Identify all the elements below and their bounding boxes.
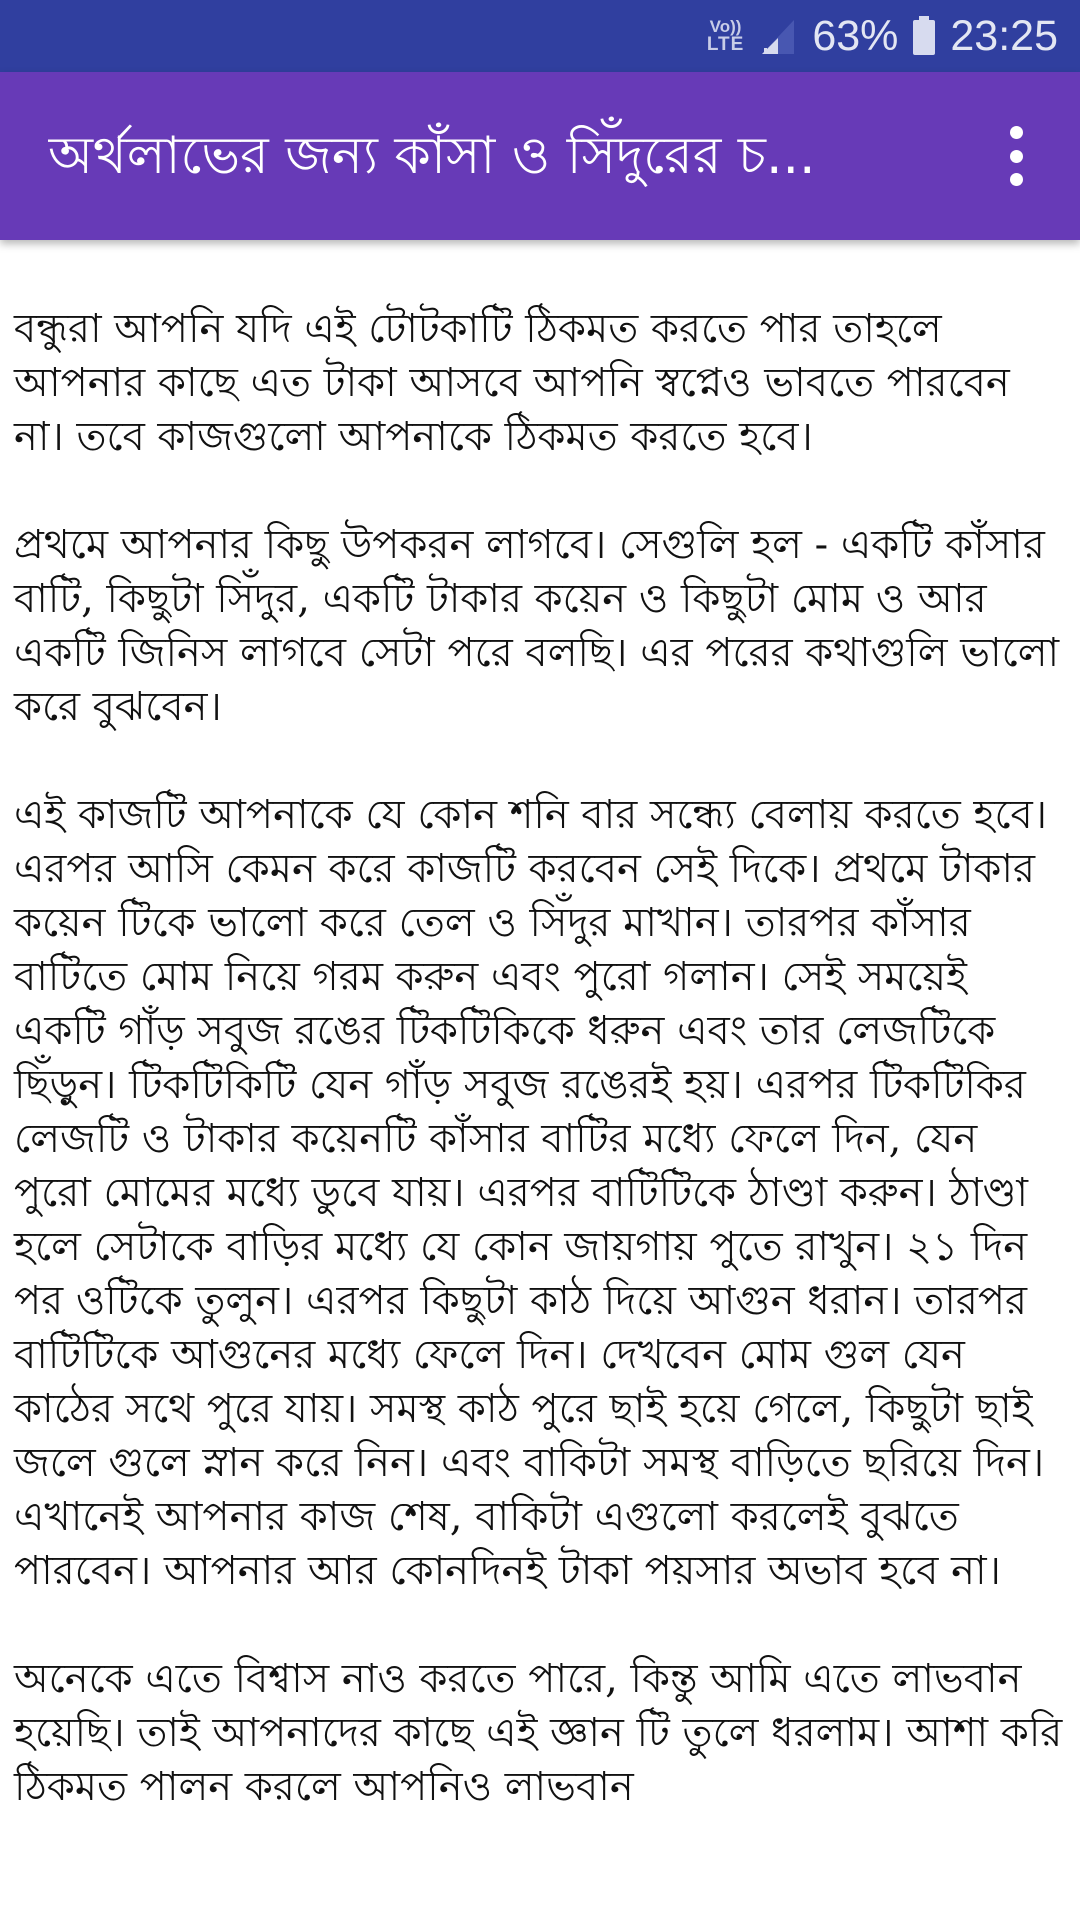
status-bar xyxy=(0,0,1080,72)
battery-percent: 63% xyxy=(812,11,899,60)
status-icons xyxy=(707,0,1058,72)
lte-label: LTE xyxy=(706,34,745,55)
more-vert-icon-dot xyxy=(1010,150,1023,163)
app-bar xyxy=(0,72,1080,240)
article-paragraph: এই কাজটি আপনাকে যে কোন শনি বার সন্ধ্যে বেলায় করতে হবে। এরপর আসি কেমন করে কাজটি করবেন সেই দিকে। প্রথমে টাকার কয়েন টিকে ভালো করে তেল ও সিঁদুর মাখান। তারপর কাঁসার বাটিতে মোম নিয়ে গরম করুন এবং পুরো গলান। সেই সময়েই একটি গাঁড় সবুজ রঙের টিকটিকিকে ধরুন এবং তার লেজটিকে ছিঁড়ুন। টিকটিকিটি যেন গাঁড় সবুজ রঙেরই হয়। এরপর টিকটিকির লেজটি ও টাকার কয়েনটি কাঁসার বাটির মধ্যে ফেলে দিন, যেন পুরো মোমের মধ্যে ডুবে যায়। এরপর বাটিটিকে ঠাণ্ডা করুন। ঠাণ্ডা হলে সেটাকে বাড়ির মধ্যে যে কোন জায়গায় পুতে রাখুন। ২১ দিন পর ওটিকে তুলুন। এরপর কিছুটা কাঠ দিয়ে আগুন ধরান। তারপর বাটিটিকে আগুনের মধ্যে ফেলে দিন। দেখবেন মোম গুল যেন কাঠের সথে পুরে যায়। সমস্থ কাঠ পুরে ছাই হয়ে গেলে, কিছুটা ছাই জলে গুলে স্নান করে নিন। এবং বাকিটা সমস্থ বাড়িতে ছরিয়ে দিন। এখানেই আপনার কাজ শেষ, বাকিটা এগুলো করলেই বুঝতে পারবেন। আপনার আর কোনদিনই টাকা পয়সার অভাব হবে না। xyxy=(14,792,1048,1594)
volte-label: Vo)) xyxy=(709,17,742,36)
article-body xyxy=(0,240,1080,1814)
article-paragraph: প্রথমে আপনার কিছু উপকরন লাগবে। সেগুলি হল - একটি কাঁসার বাটি, কিছুটা সিঁদুর, একটি টাকার কয়েন ও কিছুটা মোম ও আর একটি জিনিস লাগবে সেটা পরে বলছি। এর পরের কথাগুলি ভালো করে বুঝবেন। xyxy=(14,522,1060,730)
battery-icon xyxy=(912,16,936,56)
volte-indicator xyxy=(707,18,744,54)
clock: 23:25 xyxy=(950,11,1058,60)
more-vert-icon xyxy=(1010,126,1023,139)
page-title: অর্থলাভের জন্য কাঁসা ও সিঁদুরের চ... xyxy=(48,126,816,186)
more-options-button[interactable] xyxy=(992,126,1040,186)
article-paragraph: বন্ধুরা আপনি যদি এই টোটকাটি ঠিকমত করতে পার তাহলে আপনার কাছে এত টাকা আসবে আপনি স্বপ্নেও ভাবতে পারবেন না। তবে কাজগুলো আপনাকে ঠিকমত করতে হবে। xyxy=(14,306,1010,460)
signal-strength-icon xyxy=(758,16,798,56)
more-vert-icon-dot xyxy=(1010,173,1023,186)
article-scroll-view[interactable] xyxy=(0,240,1080,1920)
article-paragraph: অনেকে এতে বিশ্বাস নাও করতে পারে, কিন্তু আমি এতে লাভবান হয়েছি। তাই আপনাদের কাছে এই জ্ঞান টি তুলে ধরলাম। আশা করি ঠিকমত পালন করলে আপনিও লাভবান xyxy=(14,1656,1063,1810)
